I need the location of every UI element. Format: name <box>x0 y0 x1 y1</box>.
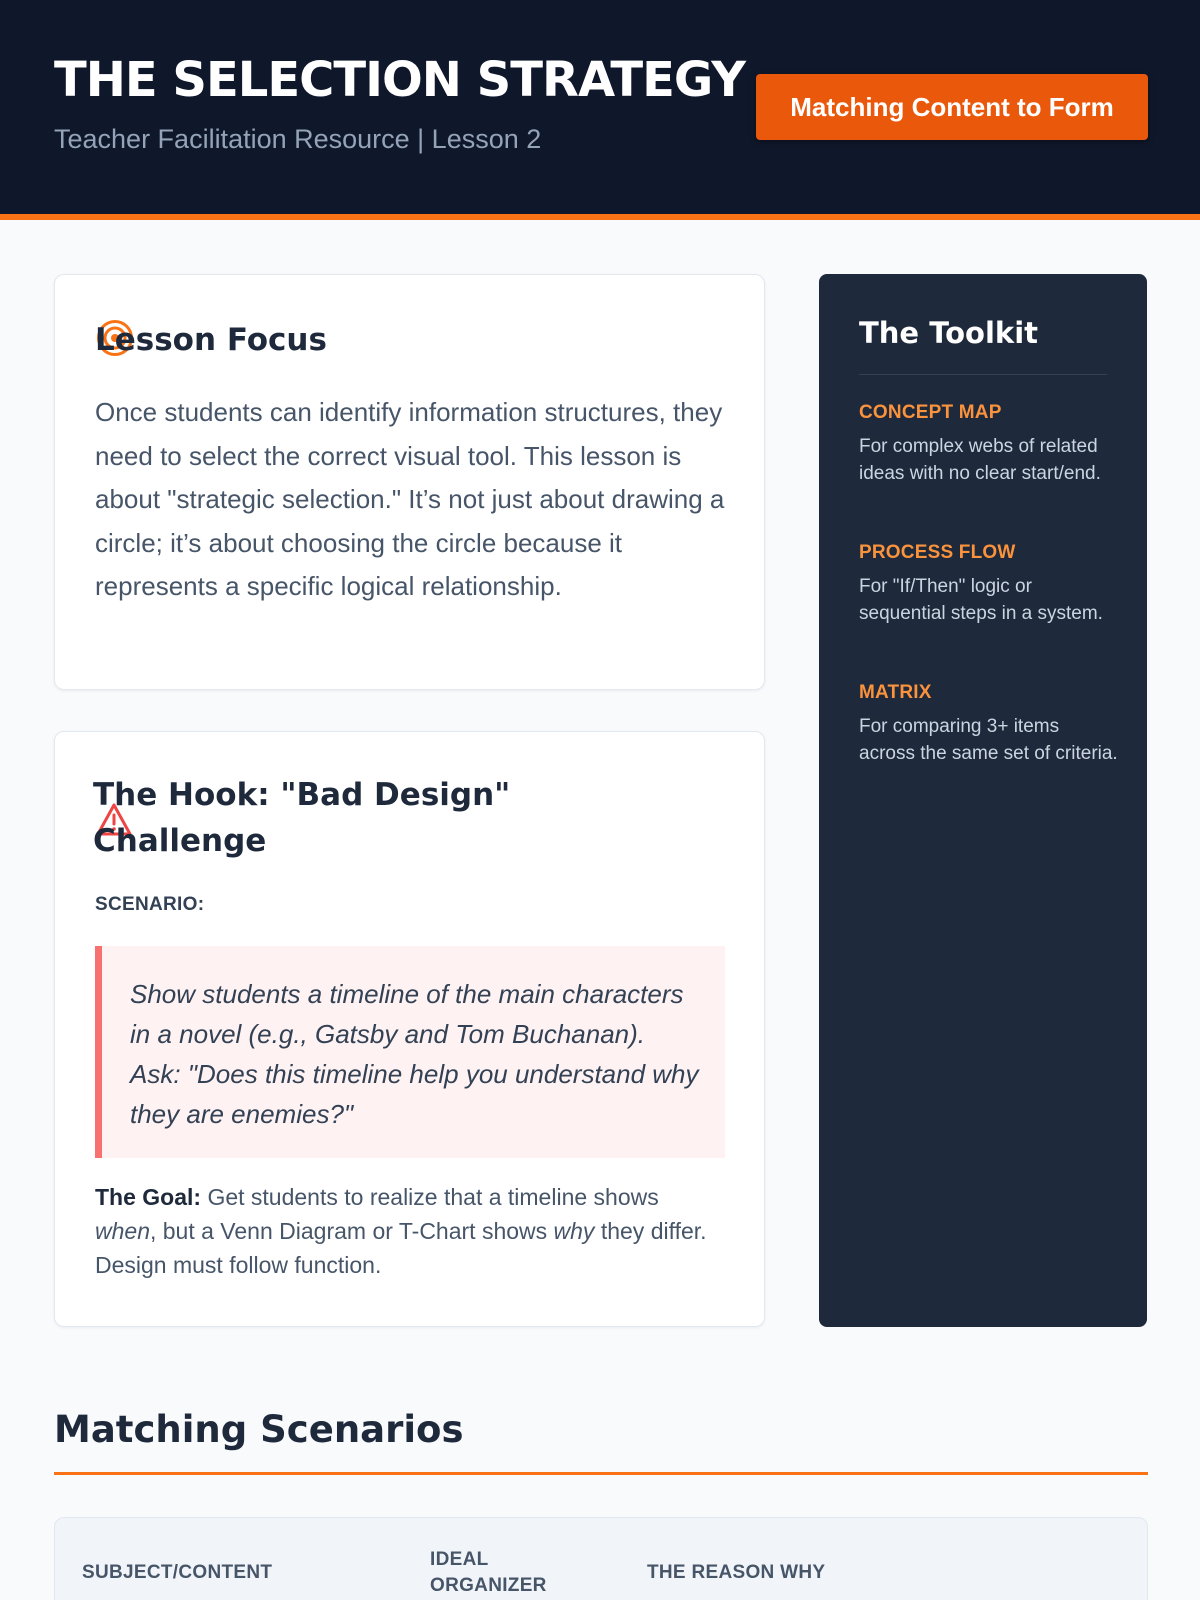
lesson-focus-title: Lesson Focus <box>95 322 327 358</box>
toolkit-item-matrix <box>859 682 1119 767</box>
tool-description: For comparing 3+ items across the same set of criteria. <box>859 716 1118 764</box>
goal-emphasis: why <box>553 1218 595 1244</box>
toolkit-item-concept-map <box>859 402 1119 487</box>
toolkit-panel <box>819 274 1147 1327</box>
goal-part: they differ. Design must follow function. <box>95 1218 707 1278</box>
toolkit-title: The Toolkit <box>859 316 1038 350</box>
goal-part: , but a Venn Diagram or T-Chart shows <box>149 1218 554 1244</box>
column-header-subject: SUBJECT/CONTENT <box>82 1562 273 1583</box>
tool-name: CONCEPT MAP <box>859 402 1002 423</box>
tool-name: MATRIX <box>859 682 932 703</box>
toolkit-item-process-flow <box>859 542 1119 627</box>
goal-part: Get students to realize that a timeline shows <box>201 1184 659 1210</box>
lesson-focus-text: Once students can identify information structures, they need to select the correct visual tool. This lesson is about "strategic selection." It’s not just about drawing a circle; it’s about choosing the circle because it represents a specific logical relationship. <box>95 397 725 601</box>
scenario-quote: Show students a timeline of the main characters in a novel (e.g., Gatsby and Tom Buchanan). Ask: "Does this timeline help you understand why they are enemies?" <box>95 946 725 1158</box>
tool-description: For "If/Then" logic or sequential steps in a system. <box>859 576 1103 624</box>
section-title: Matching Scenarios <box>54 1408 464 1451</box>
topic-badge: Matching Content to Form <box>756 74 1148 140</box>
page-title: THE SELECTION STRATEGY <box>54 52 745 108</box>
hook-title: The Hook: "Bad Design" Challenge <box>93 777 511 859</box>
column-header-reason: THE REASON WHY <box>647 1562 826 1583</box>
scenario-label: SCENARIO: <box>95 894 205 915</box>
section-divider <box>54 1472 1148 1475</box>
tool-description: For complex webs of related ideas with no clear start/end. <box>859 436 1101 484</box>
page-subtitle: Teacher Facilitation Resource | Lesson 2 <box>54 124 542 154</box>
tool-name: PROCESS FLOW <box>859 542 1016 563</box>
divider <box>859 374 1107 375</box>
column-header-organizer: IDEAL ORGANIZER <box>430 1549 547 1596</box>
goal-emphasis: when <box>95 1218 150 1244</box>
goal-text <box>95 1180 725 1282</box>
page-header <box>0 0 1200 220</box>
matching-table <box>54 1517 1148 1600</box>
goal-label: The Goal: <box>95 1184 202 1210</box>
